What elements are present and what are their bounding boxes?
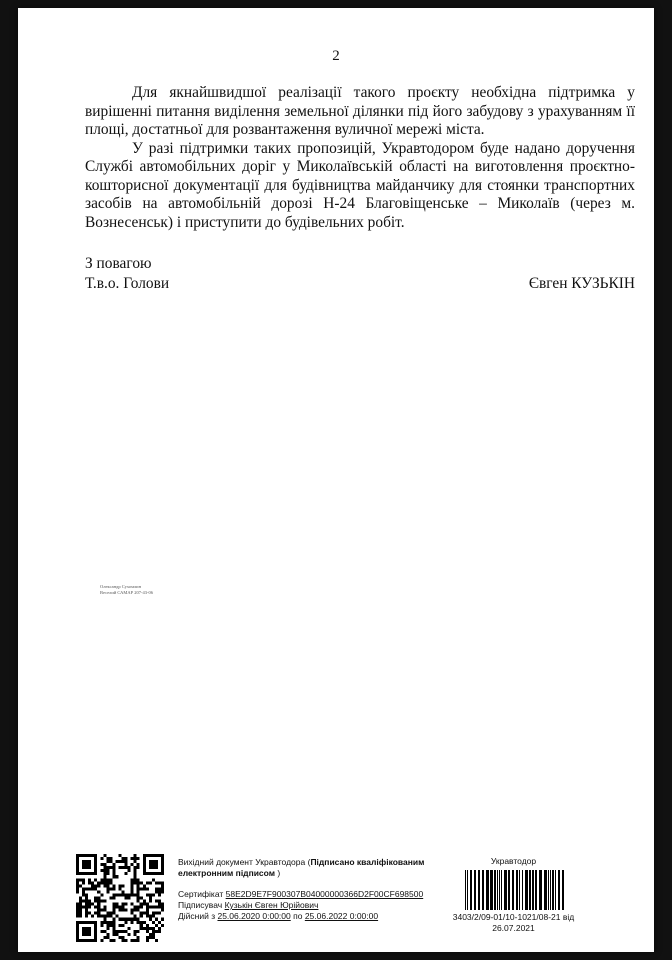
certificate-line: Сертифікат 58E2D9E7F900307B04000000366D2F00CF698500 — [178, 889, 424, 899]
registration-org: Укравтодор — [490, 856, 537, 866]
registration-number: 3403/2/09-01/10-1021/08-21 від — [452, 912, 575, 922]
electronic-signature-stamp — [18, 854, 654, 944]
registration-date: 26.07.2021 — [492, 923, 535, 933]
paragraph: Для якнайшвидшої реалізації такого проєкту необхідна підтримка у вирішенні питання виділення земельної ділянки під його забудову з урахуванням її площі, достатньої для розвантаження вуличної мережі міста. — [85, 84, 635, 138]
signer-position: Т.в.о. Голови — [85, 275, 170, 292]
validity-line: Дійсний з 25.06.2020 0:00:00 по 25.06.2022 0:00:00 — [178, 911, 379, 921]
paragraph: У разі підтримки таких пропозицій, Укравтодором буде надано доручення Службі автомобільних доріг у Миколаївській області на виготовлення проєктно-кошторисної документації для будівництва майданчику для стоянки транспортних засобів на автомобільній дорозі Н-24 Благовіщенське – Миколаїв (через м. Вознесенськ) і приступити до будівельних робіт. — [85, 139, 635, 231]
signer-line: Підписувач Кузькін Євген Юрійович — [178, 900, 319, 910]
certificate-value: 58E2D9E7F900307B04000000366D2F00CF698500 — [225, 889, 424, 899]
registration-block — [446, 856, 581, 934]
executor-contact: Веселий САМАР 207-43-06 — [100, 590, 154, 595]
executor-note — [100, 584, 153, 596]
signature-block — [85, 254, 635, 294]
signer-value: Кузькін Євген Юрійович — [224, 900, 319, 910]
doc-status: Вихідний документ Укравтодора (Підписано кваліфікованим електронним підписом ) — [178, 857, 425, 878]
signer-name: Євген КУЗЬКІН — [528, 275, 635, 292]
letter-body — [85, 84, 635, 232]
barcode-icon — [463, 870, 565, 910]
qr-code-icon — [76, 854, 164, 942]
page-number: 2 — [332, 48, 340, 64]
document-page — [18, 8, 654, 952]
executor-name: Олександр Сухомлин — [100, 584, 141, 589]
signature-info — [178, 857, 448, 922]
closing-phrase: З повагою — [85, 255, 152, 272]
